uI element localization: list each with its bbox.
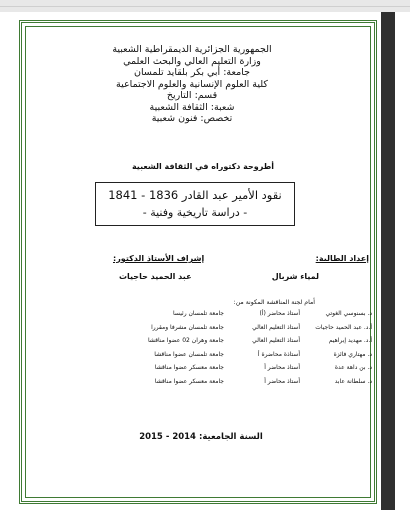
header-line-ministry: وزارة التعليم العالي والبحث العلمي bbox=[123, 55, 261, 67]
student-label: إعداد الطالبة: bbox=[315, 254, 369, 263]
academic-year: السنة الجامعية: 2014 - 2015 bbox=[139, 432, 263, 442]
committee-member-row bbox=[67, 378, 372, 392]
header-line-specialty: تخصص: فنون شعبية bbox=[151, 113, 233, 124]
member-institution: جامعة تلمسان مشرفا ومقررا bbox=[151, 323, 224, 331]
thesis-title: نقود الأمير عبد القادر 1836 - 1841 bbox=[108, 188, 282, 202]
member-rank: أستاذ محاضر أ bbox=[264, 364, 300, 372]
header-line-republic: الجمهورية الجزائرية الديمقراطية الشعبية bbox=[112, 44, 272, 55]
member-rank: أستاذ التعليم العالي bbox=[252, 337, 300, 345]
member-institution: جامعة وهران 02 عضوا مناقشا bbox=[147, 337, 224, 345]
institution-header bbox=[33, 44, 351, 125]
student-name: لمياء شربال bbox=[271, 272, 319, 281]
member-rank: أستاذ محاضر أ bbox=[264, 377, 300, 385]
thesis-subtitle: - دراسة تاريخية وفنية - bbox=[142, 206, 248, 219]
member-name: د. بسنوسي الغوتي bbox=[325, 310, 372, 317]
member-name: د. مهتاري فائزة bbox=[333, 350, 372, 358]
member-institution: جامعة معسكر عضوا مناقشا bbox=[154, 377, 224, 385]
viewer-top-bar bbox=[0, 0, 410, 12]
committee-heading: أمام لجنة المناقشة المكونة من: bbox=[233, 299, 315, 306]
document-page bbox=[13, 12, 381, 502]
committee-member-row bbox=[67, 310, 372, 324]
header-line-department: قسم: التاريخ bbox=[166, 90, 218, 101]
supervisor-name: عبد الحميد حاجيات bbox=[119, 272, 192, 281]
thesis-title-box bbox=[95, 182, 295, 226]
member-institution: جامعة تلمسان رئيسا bbox=[173, 310, 224, 317]
page-edge-shadow bbox=[381, 12, 395, 510]
member-name: أ.د. عبد الحميد حاجيات bbox=[315, 323, 372, 331]
committee-member-row bbox=[67, 324, 372, 338]
member-institution: جامعة تلمسان عضوا مناقشا bbox=[154, 350, 224, 358]
member-name: د. سلطانة عابد bbox=[334, 377, 372, 385]
committee-list bbox=[67, 310, 372, 392]
committee-member-row bbox=[67, 364, 372, 378]
member-name: أ.د. مهديد إبراهيم bbox=[328, 337, 372, 345]
member-institution: جامعة معسكر عضوا مناقشا bbox=[154, 364, 224, 372]
supervisor-label: إشراف الأستاذ الدكتور: bbox=[113, 254, 205, 263]
committee-member-row bbox=[67, 351, 372, 365]
thesis-type: أطروحة دكتوراه في الثقافة الشعبية bbox=[131, 162, 275, 171]
committee-member-row bbox=[67, 337, 372, 351]
header-line-university: جامعة: أبي بكر بلقايد تلمسان bbox=[134, 67, 250, 78]
header-line-branch: شعبة: الثقافة الشعبية bbox=[149, 101, 235, 113]
member-rank: أستاذ محاضر (أ) bbox=[259, 310, 300, 317]
viewer-top-bar-divider bbox=[0, 6, 410, 7]
member-rank: أستاذة محاضرة أ bbox=[257, 350, 300, 358]
member-rank: أستاذ التعليم العالي bbox=[252, 323, 300, 331]
header-line-faculty: كلية العلوم الإنسانية والعلوم الاجتماعية bbox=[116, 78, 268, 90]
member-name: د. بن داهة عدة bbox=[334, 364, 372, 372]
